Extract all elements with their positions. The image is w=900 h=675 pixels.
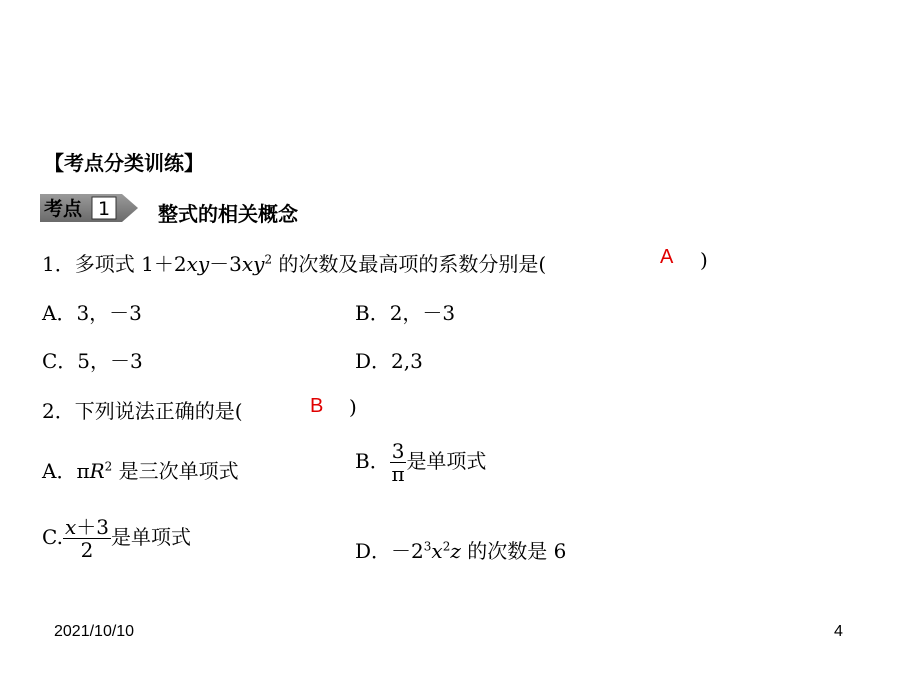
q2-option-c-num-rest: ＋3: [76, 515, 109, 539]
q2-option-b-denominator: π: [391, 462, 405, 486]
q2-option-c-num-var: x: [64, 515, 77, 539]
q2-option-a: [42, 455, 239, 484]
q2-close-paren: ): [349, 395, 357, 419]
q2-option-d: [355, 535, 566, 564]
q1-var-xy: xy: [186, 252, 210, 276]
q2-option-d-exp2: 2: [442, 539, 451, 554]
q2-option-d-pre: －2: [391, 539, 424, 563]
q2-number: 2．: [42, 399, 75, 423]
q1-option-c: C．5，－3: [42, 349, 143, 373]
q2-option-c: [42, 516, 191, 561]
q2-stem: 下列说法正确的是(: [74, 399, 243, 423]
q1-option-d: D．2,3: [355, 349, 423, 373]
topic-badge-text: 考点: [44, 198, 83, 220]
q2-option-b-text: 是单项式: [406, 449, 487, 473]
q2-option-c-label: C.: [42, 525, 63, 549]
q1-prefix: 多项式 1＋2: [74, 252, 187, 276]
q1-answer: A: [660, 246, 674, 268]
q2-option-c-denominator: 2: [80, 538, 94, 562]
footer-date: 2021/10/10: [54, 623, 135, 640]
q2-option-d-var-x: x: [431, 539, 443, 563]
question-2: [42, 395, 243, 424]
q2-option-a-var: R: [89, 459, 105, 483]
topic-badge: [40, 194, 138, 222]
q1-mid: －3: [209, 252, 242, 276]
q1-suffix: 的次数及最高项的系数分别是(: [272, 252, 547, 276]
q2-option-b-numerator: 3: [391, 439, 405, 463]
q2-option-b: [355, 440, 486, 485]
q2-option-a-label: A．: [42, 459, 77, 483]
q2-option-d-exp1: 3: [423, 539, 432, 554]
q1-var-xy2: xy: [241, 252, 265, 276]
q2-option-a-exp: 2: [104, 459, 113, 474]
q1-close-paren: ): [700, 248, 708, 272]
q2-option-a-pi: π: [76, 459, 90, 483]
q2-option-d-label: D．: [355, 539, 392, 563]
q2-option-b-label: B．: [355, 449, 390, 473]
q1-option-a: A．3，－3: [42, 301, 142, 325]
q2-option-c-numerator: [63, 516, 111, 539]
q2-option-c-text: 是单项式: [110, 525, 191, 549]
footer-page-number: 4: [834, 623, 843, 640]
q1-number: 1．: [42, 252, 75, 276]
q1-exponent: 2: [264, 252, 273, 267]
topic-badge-number: 1: [98, 198, 111, 220]
topic-label: 整式的相关概念: [158, 202, 298, 226]
q2-option-c-fraction: [63, 516, 111, 561]
section-title: 【考点分类训练】: [44, 151, 204, 175]
q1-option-b: B．2，－3: [355, 301, 456, 325]
q2-option-a-text: 是三次单项式: [112, 459, 239, 483]
q2-option-d-var-z: z: [450, 539, 461, 563]
q2-answer: B: [310, 395, 324, 417]
q2-option-d-text: 的次数是 6: [460, 539, 567, 563]
question-1: [42, 248, 546, 277]
q2-option-b-fraction: [390, 440, 407, 485]
